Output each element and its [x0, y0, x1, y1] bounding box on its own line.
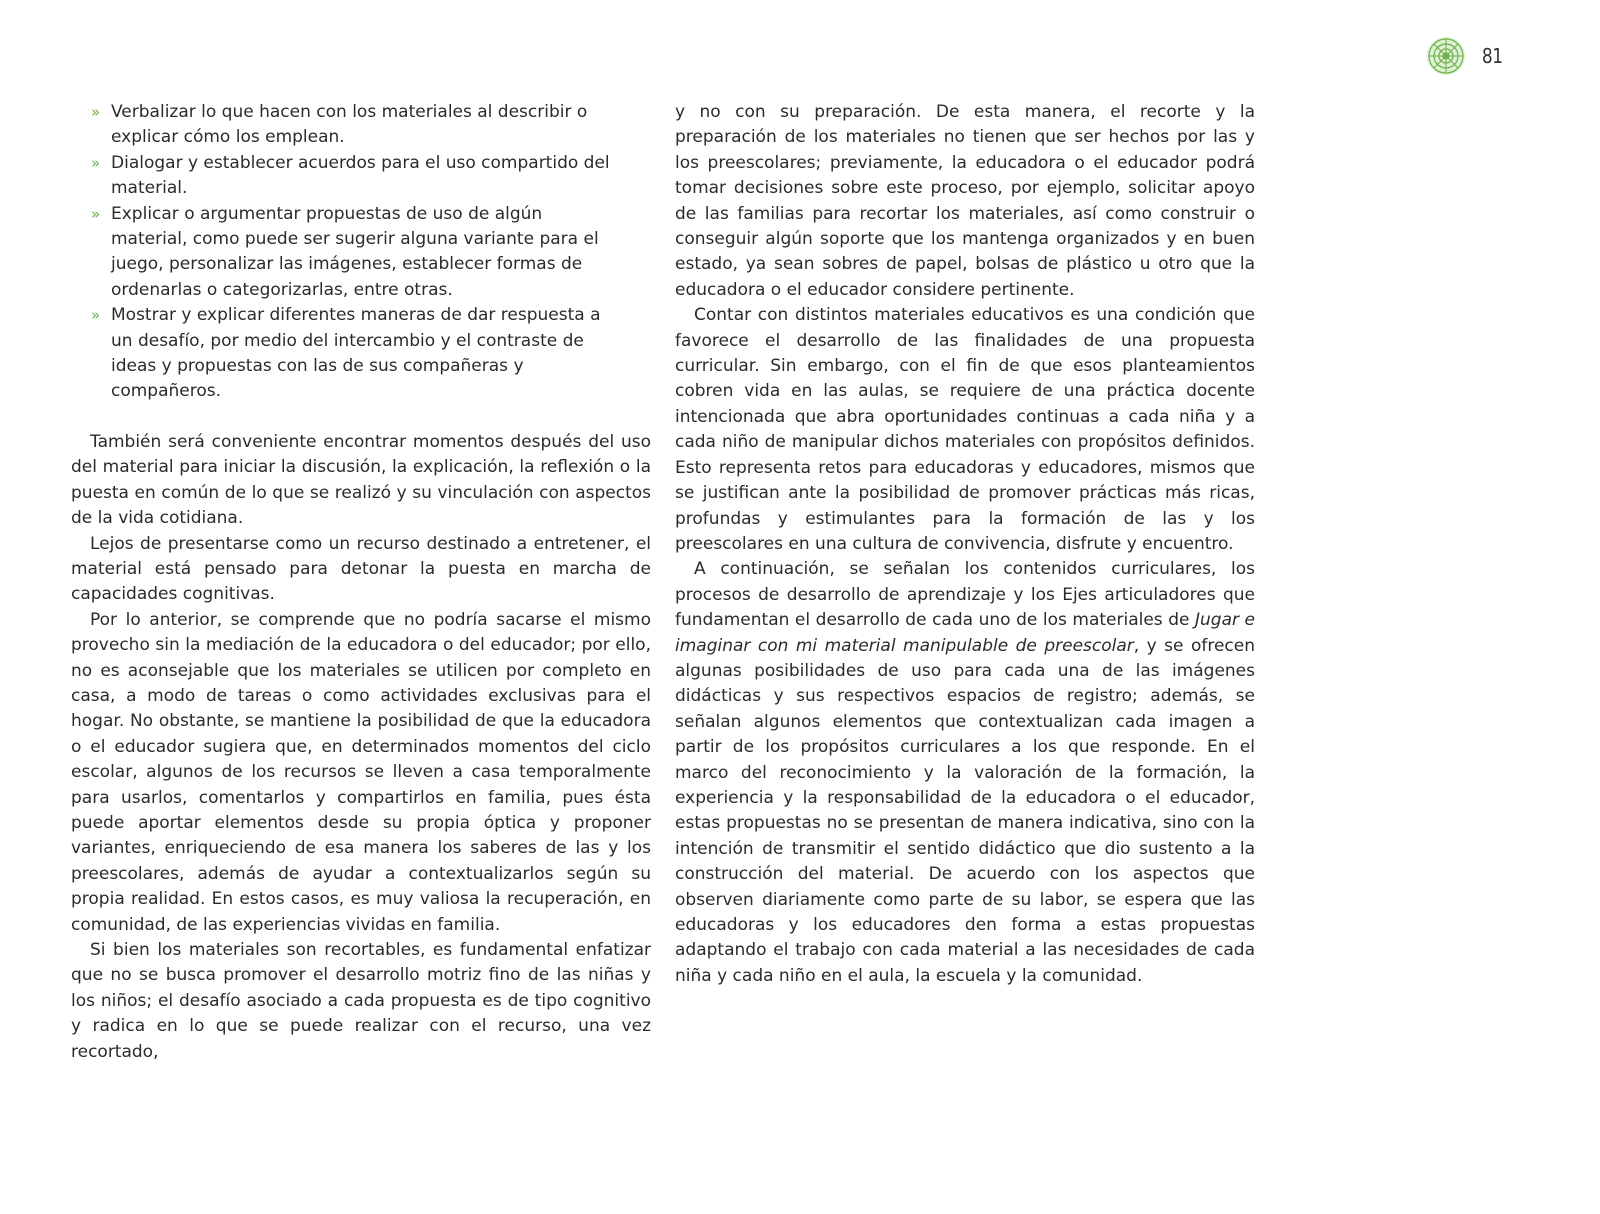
book-title: Jugar e imaginar con mi material manipulable de preescolar: [675, 610, 1255, 656]
page-number: 81: [1481, 44, 1503, 68]
list-item: [91, 303, 651, 405]
bullet-marker-icon: »: [91, 153, 101, 172]
body-paragraph: Lejos de presentarse como un recurso destinado a entretener, el material está pensado para detonar la puesta en marcha de capacidades cognitivas.: [71, 533, 651, 605]
body-paragraph: También será conveniente encontrar momentos después del uso del material para iniciar la discusión, la explicación, la reflexión o la puesta en común de lo que se realizó y su vinculación con aspectos de la vida cotidiana.: [71, 431, 651, 529]
bullet-text: Mostrar y explicar diferentes maneras de dar respuesta a un desafío, por medio del intercambio y el contraste de ideas y propuestas con las de sus compañeras y compañeros.: [111, 305, 601, 402]
right-column: [675, 100, 1255, 989]
page-header: [1426, 36, 1504, 76]
bullet-marker-icon: »: [91, 306, 101, 325]
bullet-list: [71, 100, 651, 405]
body-paragraph: [675, 557, 1255, 989]
body-paragraph: y no con su preparación. De esta manera, el recorte y la preparación de los materiales no tienen que ser hechos por las y los preescolares; previamente, la educadora o el educador podrá tomar decisiones sobre este proceso, por ejemplo, solicitar apoyo de las familias para recortar los materiales, así como construir o conseguir algún soporte que los mantenga organizados y en buen estado, ya sean sobres de papel, bolsas de plástico u otro que la educadora o el educador considere pertinente.: [675, 102, 1255, 300]
list-item: [91, 100, 651, 151]
bullet-marker-icon: »: [91, 204, 101, 223]
bullet-text: Verbalizar lo que hacen con los materiales al describir o explicar cómo los emplean.: [111, 102, 588, 148]
body-paragraph: Contar con distintos materiales educativos es una condición que favorece el desarrollo de las finalidades de una propuesta curricular. Sin embargo, con el fin de que esos planteamientos cobren vida en las aulas, se requiere de una práctica docente intencionada que abra oportunidades continuas a cada niña y a cada niño de manipular dichos materiales con propósitos definidos. Esto representa retos para educadoras y educadores, mismos que se justifican ante la posibilidad de promover prácticas más ricas, profundas y estimulantes para la formación de las y los preescolares en una cultura de convivencia, disfrute y encuentro.: [675, 305, 1255, 554]
bullet-text: Explicar o argumentar propuestas de uso de algún material, como puede ser sugerir alguna variante para el juego, personalizar las imágenes, establecer formas de ordenarlas o categorizarlas, entre otras.: [111, 203, 599, 300]
list-item: [91, 202, 651, 304]
bullet-marker-icon: »: [91, 103, 101, 121]
left-column: [71, 100, 651, 1065]
bullet-text: Dialogar y establecer acuerdos para el uso compartido del material.: [111, 152, 610, 199]
list-item: [91, 151, 651, 202]
paragraph-text: A continuación, se señalan los contenidos curriculares, los procesos de desarrollo de aprendizaje y los Ejes articuladores que fundamentan el desarrollo de cada uno de los materiales de: [675, 559, 1255, 631]
body-paragraph: Por lo anterior, se comprende que no podría sacarse el mismo provecho sin la mediación de la educadora o del educador; por ello, no es aconsejable que los materiales se utilicen por completo en casa, a modo de tareas o como actividades exclusivas para el hogar. No obstante, se mantiene la posibilidad de que la educadora o el educador sugiera que, en determinados momentos del ciclo escolar, algunos de los recursos se lleven a casa temporalmente para usarlos, comentarlos y compartirlos en familia, pues ésta puede aportar elementos desde su propia óptica y proponer variantes, enriqueciendo de esa manera los saberes de las y los preescolares, además de ayudar a contextualizarlos según su propia realidad. En estos casos, es muy valiosa la recuperación, en comunidad, de las experiencias vividas en familia.: [71, 609, 651, 935]
paragraph-text: , y se ofrecen algunas posibilidades de uso para cada una de las imágenes didácticas y sus respectivos espacios de registro; además, se señalan algunos elementos que contextualizan cada imagen a partir de los propósitos curriculares a los que responde. En el marco del reconocimiento y la valoración de la formación, la experiencia y la responsabilidad de la educadora o el educador, estas propuestas no se presentan de manera indicativa, sino con la intención de transmitir el sentido didáctico que dio sustento a la construcción del material. De acuerdo con los aspectos que observen diariamente como parte de su labor, se espera que las educadoras y los educadores den forma a estas propuestas adaptando el trabajo con cada material a las necesidades de cada niña y cada niño en el aula, la escuela y la comunidad.: [675, 635, 1255, 986]
body-paragraph: Si bien los materiales son recortables, es fundamental enfatizar que no se busca promover el desarrollo motriz fino de las niñas y los niños; el desafío asociado a cada propuesta es de tipo cognitivo y radica en lo que se puede realizar con el recurso, una vez recortado,: [71, 940, 651, 1062]
rosette-icon: [1426, 36, 1466, 76]
